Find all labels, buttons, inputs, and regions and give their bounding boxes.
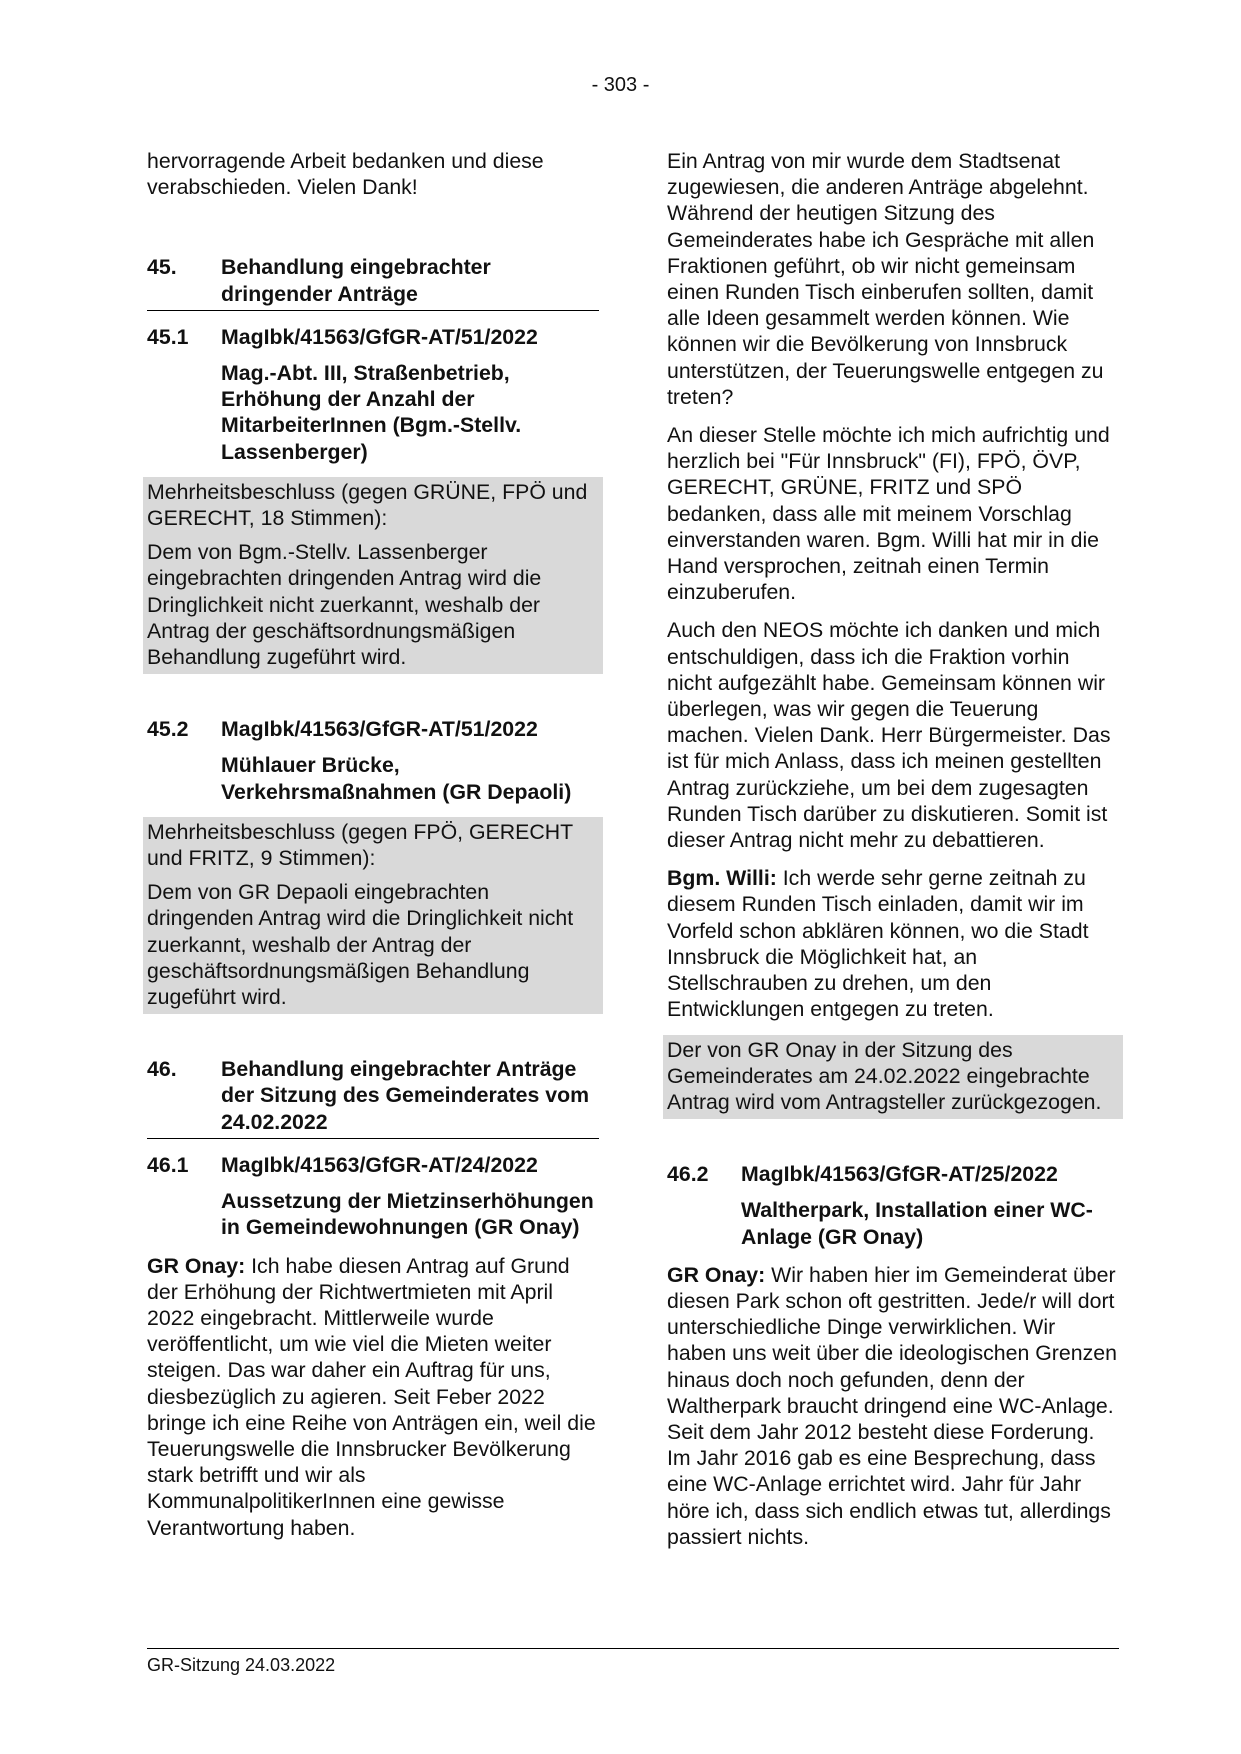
decision-box-45-2 (143, 817, 603, 1014)
section-number: 45. (147, 255, 177, 280)
speech-text: Wir haben hier im Gemeinderat über diesen Park schon oft gestritten. Jede/r will dort unterschiedliche Dinge verwirklichen. Wir haben uns weit über die ideologischen Grenzen hinaus doch noch gefunden, denn der Waltherpark braucht dringend eine WC-Anlage. Seit dem Jahr 2012 besteht diese Forderung. Im Jahr 2016 gab es eine Besprechung, dass eine WC-Anlage errichtet wird. Jahr für Jahr höre ich, dass sich endlich etwas tut, allerdings passiert nichts. (667, 1262, 1117, 1549)
speaker-name: Bgm. Willi: (667, 866, 777, 891)
intro-text: hervorragende Arbeit bedanken und diese verabschieden. Vielen Dank! (147, 149, 544, 200)
decision-box-45-1 (143, 477, 603, 674)
decision-text: Dem von Bgm.-Stellv. Lassenberger eingebrachten dringenden Antrag wird die Dringlichkeit nicht zuerkannt, weshalb der Antrag der geschäftsordnungsmäßigen Behandlung zugeführt wird. (147, 540, 542, 670)
speech-paragraph: Ein Antrag von mir wurde dem Stadtsenat zugewiesen, die anderen Anträge abgelehnt. Während der heutigen Sitzung des Gemeinderates habe ich Gespräche mit allen Fraktionen geführt, ob wir nicht gemeinsam einen Runden Tisch einberufen sollten, damit alle Ideen gesammelt werden können. Wie können wir die Bevölkerung von Innsbruck unterstützen, der Teuerungswelle entgegen zu treten? (667, 149, 1104, 409)
section-46-heading (147, 1056, 599, 1139)
section-46-2-title: Waltherpark, Installation einer WC-Anlage (GR Onay) (741, 1198, 1093, 1249)
section-title: Behandlung eingebrachter dringender Anträge (221, 255, 491, 306)
section-number: 46.2 (667, 1162, 709, 1187)
left-column (147, 148, 599, 1553)
section-45-heading (147, 254, 599, 310)
section-reference: MagIbk/41563/GfGR-AT/51/2022 (221, 324, 538, 349)
section-46-1-title: Aussetzung der Mietzinserhöhungen in Gemeindewohnungen (GR Onay) (221, 1189, 594, 1240)
section-title: Behandlung eingebrachter Anträge der Sitzung des Gemeinderates vom 24.02.2022 (221, 1057, 590, 1134)
speaker-name: GR Onay: (147, 1253, 246, 1278)
decision-box-46-1 (663, 1035, 1123, 1120)
speech-text: Ich werde sehr gerne zeitnah zu diesem Runden Tisch einladen, damit wir im Vorfeld schon abklären können, wo die Stadt Innsbruck die Möglichkeit hat, an Stellschrauben zu drehen, um den Entwicklungen entgegen zu treten. (667, 866, 1089, 1022)
section-reference: MagIbk/41563/GfGR-AT/24/2022 (221, 1152, 538, 1177)
speech-paragraph: Auch den NEOS möchte ich danken und mich entschuldigen, dass ich die Fraktion vorhin nicht aufgezählt habe. Gemeinsam können wir überlegen, was wir gegen die Teuerung machen. Vielen Dank. Herr Bürgermeister. Das ist für mich Anlass, dass ich meinen gestellten Antrag zurückziehe, um bei dem zugesagten Runden Tisch darüber zu diskutieren. Somit ist dieser Antrag nicht mehr zu debattieren. (667, 618, 1111, 853)
right-column (667, 148, 1119, 1562)
decision-line: Mehrheitsbeschluss (gegen FPÖ, GERECHT und FRITZ, 9 Stimmen): (147, 819, 573, 871)
page-number: - 303 - (591, 74, 650, 96)
section-reference: MagIbk/41563/GfGR-AT/51/2022 (221, 717, 538, 742)
section-45-2-heading (147, 716, 599, 742)
section-number: 46. (147, 1057, 177, 1082)
speech-paragraph (147, 1253, 599, 1541)
footer-text: GR-Sitzung 24.03.2022 (147, 1655, 336, 1675)
speech-paragraph (667, 865, 1119, 1022)
section-46-1-heading (147, 1152, 599, 1178)
section-45-1-heading (147, 324, 599, 350)
speech-paragraph: An dieser Stelle möchte ich mich aufrichtig und herzlich bei "Für Innsbruck" (FI), FPÖ, ÖVP, GERECHT, GRÜNE, FRITZ und SPÖ bedanken, dass alle mit meinem Vorschlag einverstanden waren. Bgm. Willi hat mir in die Hand versprochen, zeitnah einen Termin einzuberufen. (667, 423, 1110, 605)
speech-paragraph (667, 1262, 1119, 1550)
section-number: 45.1 (147, 324, 189, 349)
section-45-2-title: Mühlauer Brücke, Verkehrsmaßnahmen (GR Depaoli) (221, 753, 572, 804)
speech-text: Ich habe diesen Antrag auf Grund der Erhöhung der Richtwertmieten mit April 2022 eingebracht. Mittlerweile wurde veröffentlicht, um wie viel die Mieten weiter steigen. Das war daher ein Auftrag für uns, diesbezüglich zu agieren. Seit Feber 2022 bringe ich eine Reihe von Anträgen ein, weil die Teuerungswelle die Innsbrucker Bevölkerung stark betrifft und wir als KommunalpolitikerInnen eine gewisse Verantwortung haben. (147, 1253, 596, 1540)
decision-line: Mehrheitsbeschluss (gegen GRÜNE, FPÖ und GERECHT, 18 Stimmen): (147, 479, 588, 531)
decision-text: Der von GR Onay in der Sitzung des Gemeinderates am 24.02.2022 eingebrachte Antrag wird vom Antragsteller zurückgezogen. (667, 1037, 1102, 1114)
section-reference: MagIbk/41563/GfGR-AT/25/2022 (741, 1162, 1058, 1187)
section-45-1-title: Mag.-Abt. III, Straßenbetrieb, Erhöhung der Anzahl der MitarbeiterInnen (Bgm.-Stellv. Lassenberger) (221, 361, 522, 464)
decision-text: Dem von GR Depaoli eingebrachten dringenden Antrag wird die Dringlichkeit nicht zuerkannt, weshalb der Antrag der geschäftsordnungsmäßigen Behandlung zugeführt wird. (147, 880, 574, 1010)
footer-divider (147, 1648, 1119, 1649)
speaker-name: GR Onay: (667, 1262, 766, 1287)
section-number: 45.2 (147, 717, 189, 742)
section-46-2-heading (667, 1161, 1119, 1187)
section-number: 46.1 (147, 1152, 189, 1177)
